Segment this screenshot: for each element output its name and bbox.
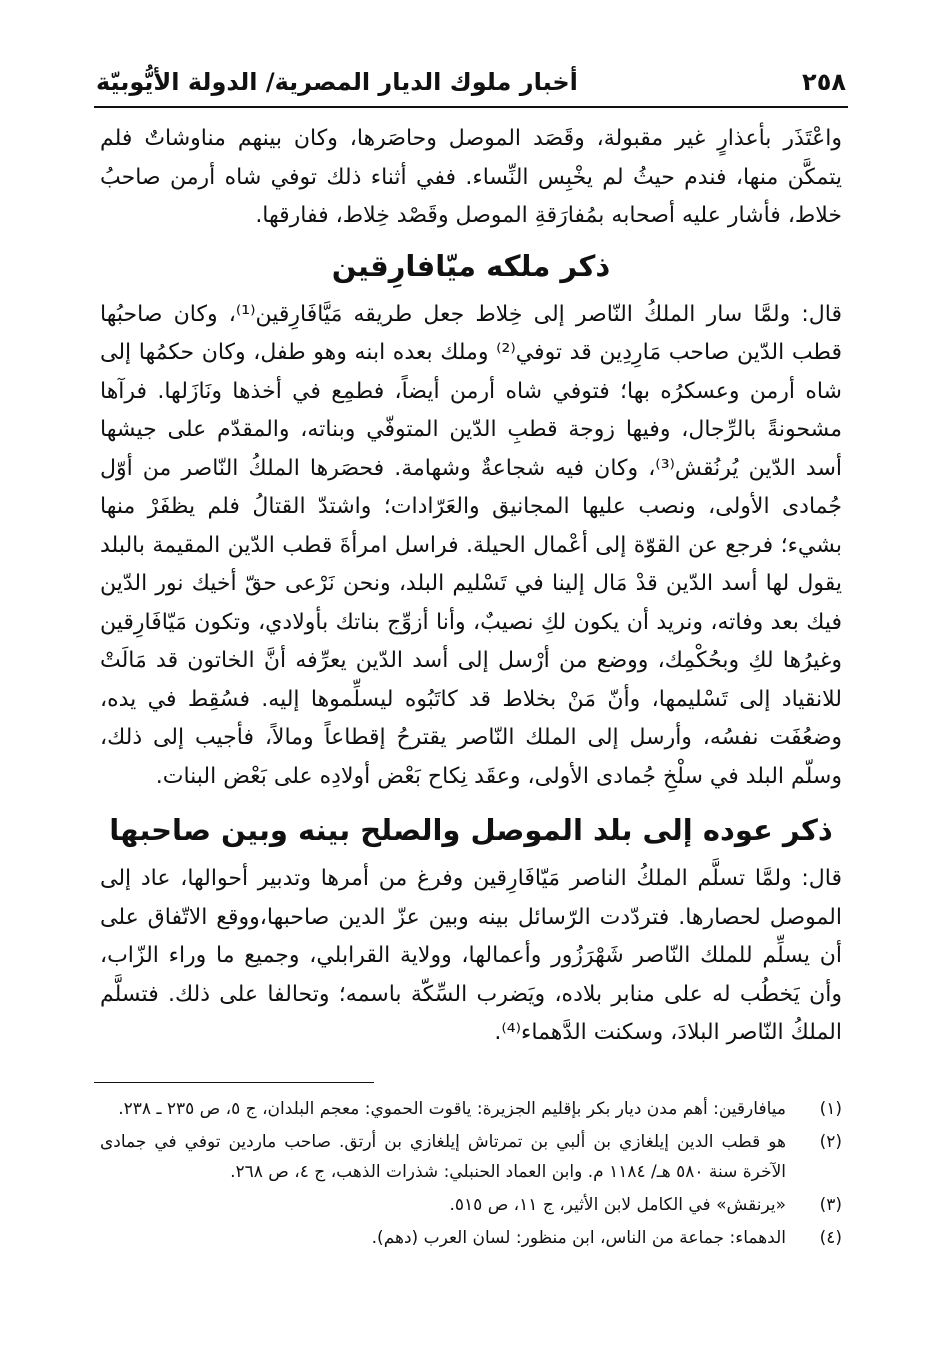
- page-number: ٢٥٨: [802, 68, 846, 96]
- footnote-number: (٣): [819, 1195, 842, 1215]
- running-header: [96, 62, 846, 102]
- footnote: [100, 1223, 842, 1253]
- footnote: [100, 1190, 842, 1220]
- intro-paragraph: واعْتَذَر بأعذارٍ غير مقبولة، وقَصَد الموصل وحاصَرها، وكان بينهم مناوشاتٌ فلم يتمكَّن منها، فندم حيثُ لم يخْبِس النِّساء. ففي أثناء ذلك توفي شاه أرمن صاحبُ خلاط، فأشار عليه أصحابه بمُفارَقةِ الموصل وقَصْد خِلاط، ففارقها.: [100, 126, 842, 228]
- section-heading-1: ذكر ملكه ميّافارِقين: [331, 248, 611, 283]
- section-2-paragraph: قال: ولمَّا تسلَّم الملكُ الناصر مَيّافَارِقين وفرغ من أمرها وتدبير أحوالها، عاد إلى الموصل لحصارها. فتردّدت الرّسائل بينه وبين عزّ الدين صاحبها،ووقع الاتّفاق على أن يسلِّم للملك النّاصر شَهْرَزُور وأعمالها، وولاية القرابلي، وجميع ما وراء الزّاب، وأن يَخطُب له على منابر بلاده، ويَضرب السِّكّة باسمه؛ وتحالفا على ذلك. فتسلَّم الملكُ النّاصر البلادَ، وسكنت الدَّهماء⁽⁴⁾.: [100, 866, 842, 1045]
- footnote-rule: [94, 1082, 374, 1083]
- section-1-paragraph: قال: ولمَّا سار الملكُ النّاصر إلى خِلاط جعل طريقه مَيَّافَارِقين⁽¹⁾، وكان صاحبُها قطب الدّين صاحب مَارِدِين قد توفي⁽²⁾ وملك بعده ابنه وهو طفل، وكان حكمُها إلى شاه أرمن وعسكرُه بها؛ فتوفي شاه أرمن أيضاً، فطمِع في أخذها ونَازَلها. فرآها مشحونةً بالرِّجال، وفيها زوجة قطبِ الدّين المتوفّي وبناته، والمقدّم على جيشها أسد الدّين يُرنُقش⁽³⁾، وكان فيه شجاعةٌ وشهامة. فحصَرها الملكُ النّاصر من أوّل جُمادى الأولى، ونصب عليها المجانيق والعَرّادات؛ واشتدّ القتالُ فلم يظفَرْ منها بشيء؛ فرجع عن القوّة إلى أعْمال الحيلة. فراسل امرأةَ قطب الدّين المقيمة بالبلد يقول لها أسد الدّين قدْ مَال إلينا في تَسْليم البلد، ونحن نَرْعى حقّ أخيك نور الدّين فيك بعد وفاته، ونريد أن يكون لكِ نصيبٌ، وأنا أزوِّج بناتك بأولادي، وتكون مَيّافَارِقين وغيرُها لكِ وبحُكْمِك، ووضع من أرْسل إلى أسد الدّين يعرِّفه أنَّ الخاتون قد مَالَتْ للانقياد إلى تَسْليمها، وأنّ مَنْ بخلاط قد كاتَبُوه ليسلِّموها إليه. فسُقِط في يده، وضعُفَت نفسُه، وأرسل إلى الملك النّاصر يقترحُ إقطاعاً ومالاً، فأجيب إلى ذلك، وسلّم البلد في سلْخِ جُمادى الأولى، وعقَد نِكاح بَعْض أولادِه على بَعْض البنات.: [100, 301, 843, 789]
- footnote-text: هو قطب الدين إيلغازي بن ألبي بن تمرتاش إيلغازي بن أرتق. صاحب ماردين توفي في جمادى الآخرة سنة ٥٨٠ هـ/ ١١٨٤ م. وابن العماد الحنبلي: شذرات الذهب، ج ٤، ص ٢٦٨.: [100, 1132, 786, 1182]
- footnote-number: (٢): [819, 1132, 842, 1152]
- section-heading-2: ذكر عوده إلى بلد الموصل والصلح بينه وبين صاحبها: [109, 813, 833, 847]
- footnote: [100, 1127, 842, 1187]
- footnote-number: (٤): [819, 1228, 842, 1248]
- running-title: أخبار ملوك الديار المصرية/ الدولة الأيُّوبيّة: [96, 68, 578, 96]
- header-rule: [94, 106, 848, 108]
- footnote-text: ميافارقين: أهم مدن ديار بكر بإقليم الجزيرة: ياقوت الحموي: معجم البلدان، ج ٥، ص ٢٣٥ ـ ٢٣٨.: [118, 1099, 786, 1119]
- footnote-number: (١): [819, 1099, 842, 1119]
- footnote: [100, 1094, 842, 1124]
- body-text: [100, 120, 842, 1053]
- footnotes: [100, 1094, 842, 1256]
- footnote-text: الدهماء: جماعة من الناس، ابن منظور: لسان العرب (دهم).: [371, 1228, 786, 1248]
- footnote-text: «يرنقش» في الكامل لابن الأثير، ج ١١، ص ٥١٥.: [449, 1195, 786, 1215]
